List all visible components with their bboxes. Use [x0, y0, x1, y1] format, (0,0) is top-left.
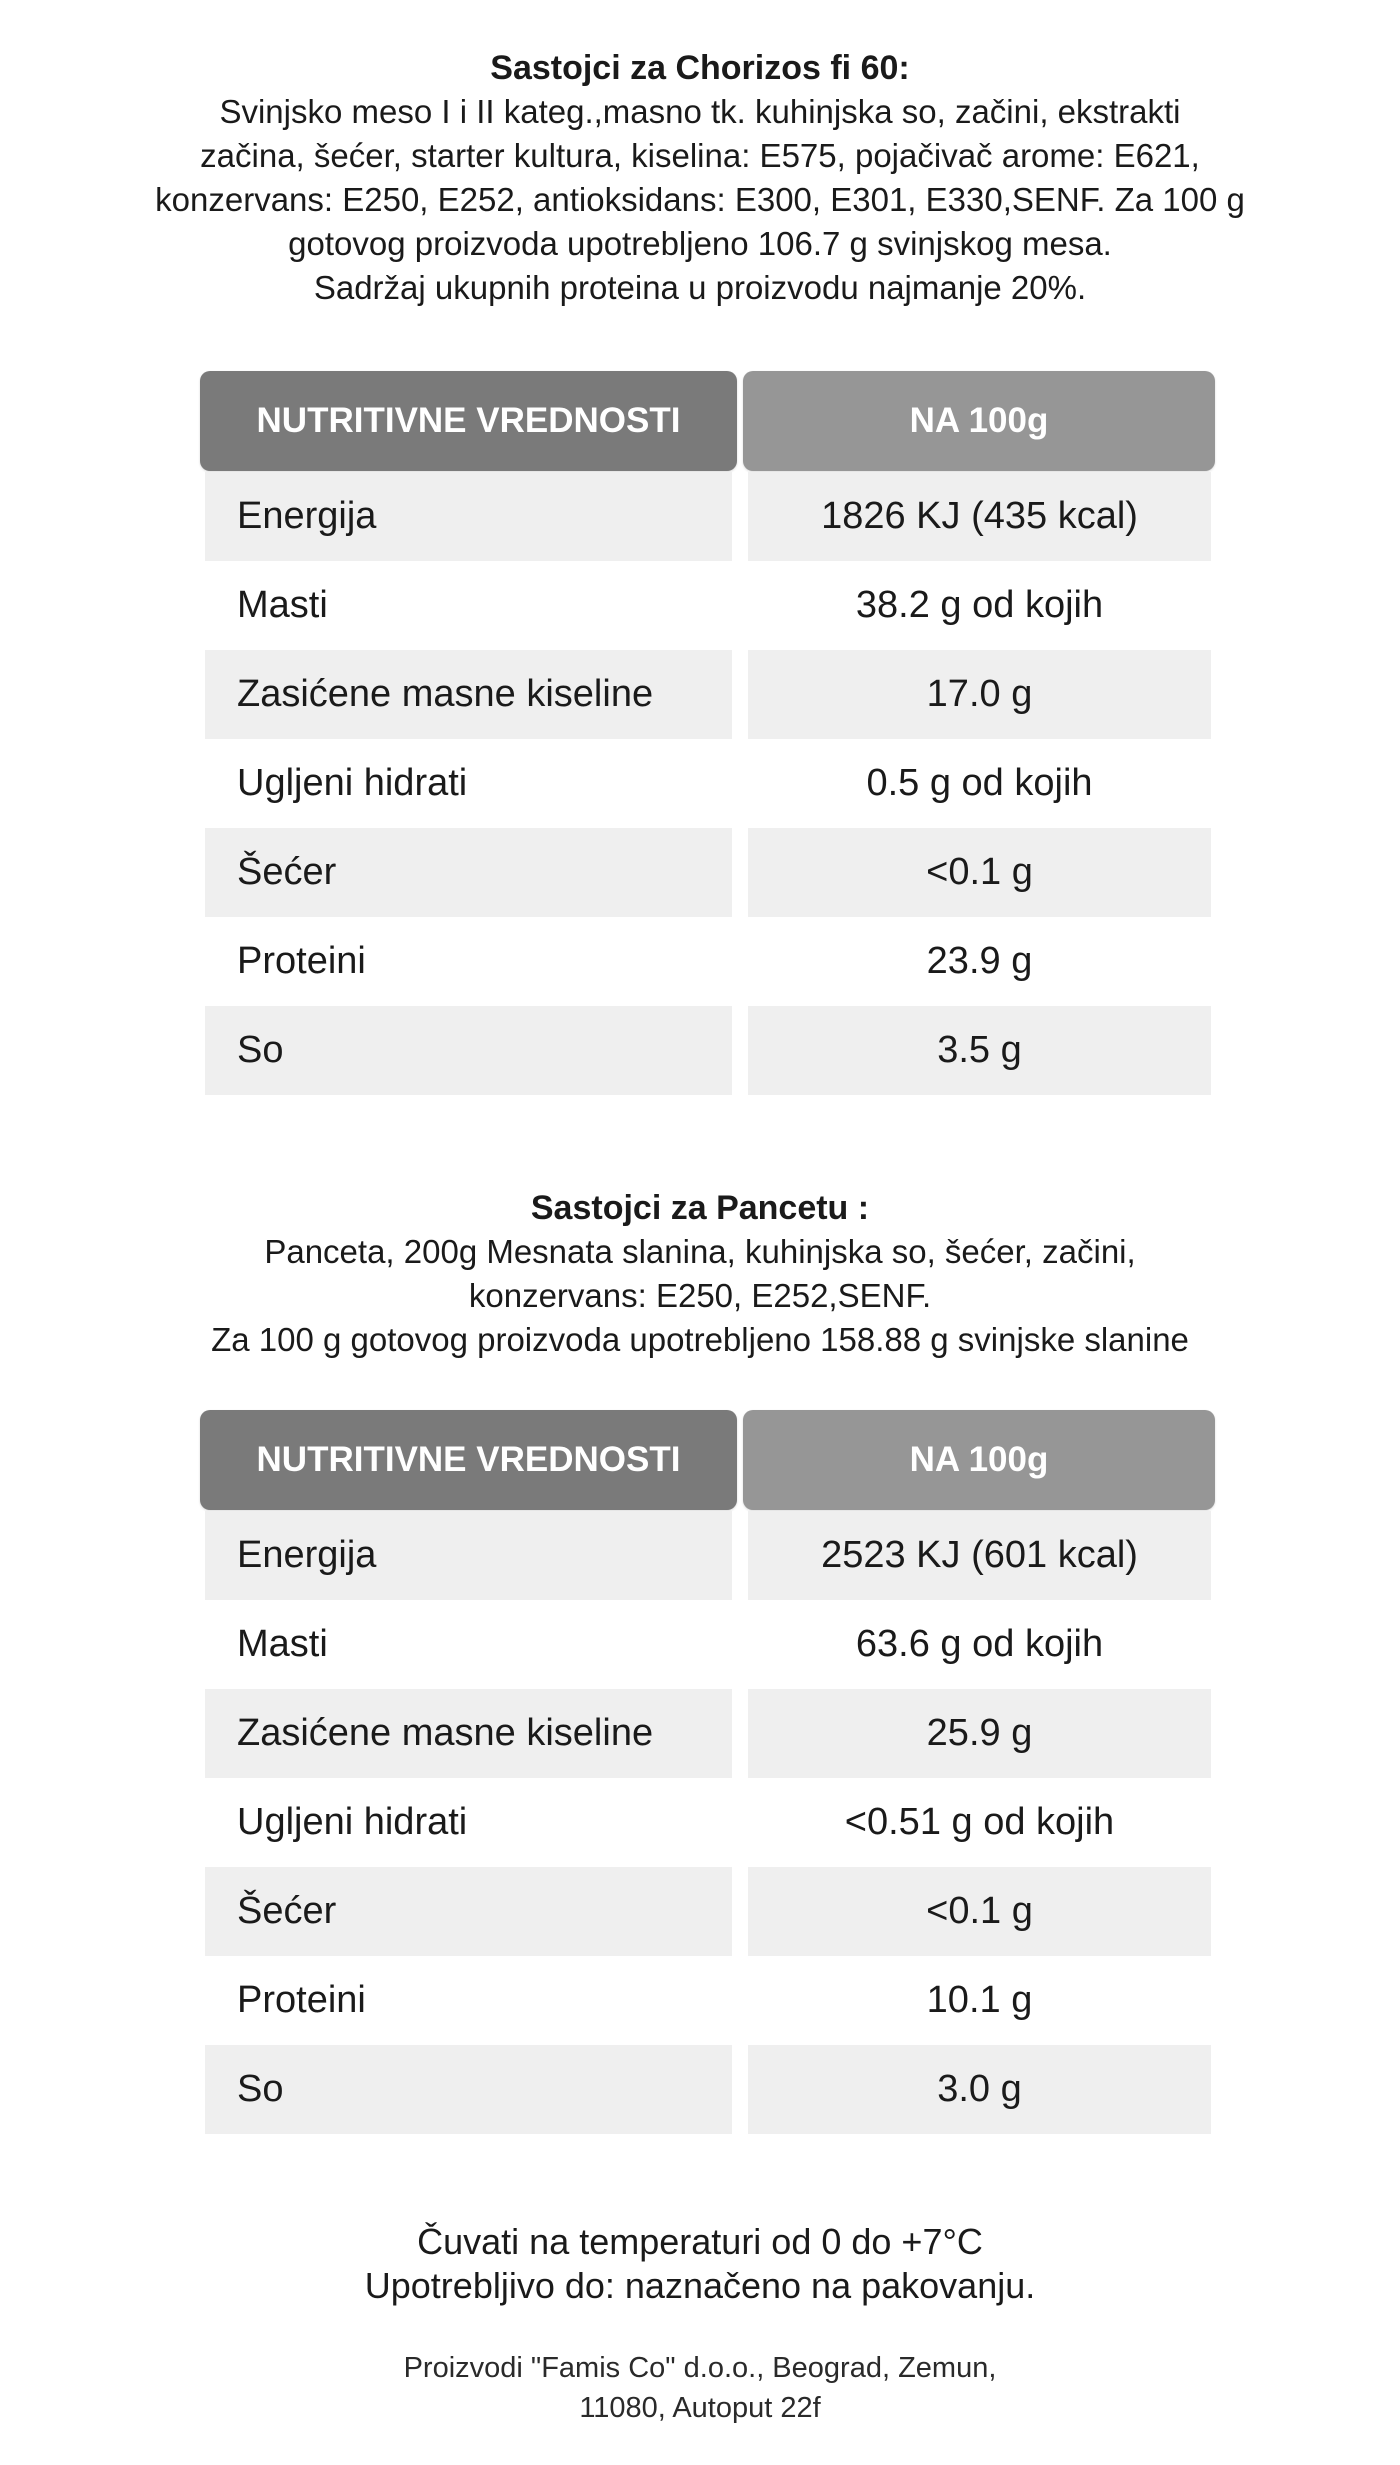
row-value: 1826 KJ (435 kcal)	[748, 472, 1211, 561]
header-per-100g: NA 100g	[743, 1410, 1215, 1510]
header-per-100g: NA 100g	[743, 371, 1215, 471]
table-row	[200, 1006, 1215, 1095]
ingredients-line: gotovog proizvoda upotrebljeno 106.7 g svinjskog mesa.	[288, 225, 1112, 262]
row-label: Ugljeni hidrati	[237, 762, 468, 804]
storage-info	[0, 2220, 1400, 2308]
ingredients-line: Sadržaj ukupnih proteina u proizvodu najmanje 20%.	[313, 269, 1087, 306]
table-header	[200, 1410, 1215, 1511]
best-before: Upotrebljivo do: naznačeno na pakovanju.	[364, 2265, 1036, 2306]
table-header	[200, 371, 1215, 472]
table-row	[200, 1689, 1215, 1778]
table-row	[200, 1867, 1215, 1956]
table-row	[200, 1956, 1215, 2045]
row-label: Masti	[237, 584, 328, 626]
table-row	[200, 828, 1215, 917]
ingredients-line: konzervans: E250, E252,SENF.	[468, 1277, 932, 1314]
row-value: 0.5 g od kojih	[866, 762, 1093, 804]
producer-info	[0, 2348, 1400, 2428]
ingredients-line: Svinjsko meso I i II kateg.,masno tk. kuhinjska so, začini, ekstrakti	[219, 93, 1181, 130]
table-row	[200, 1778, 1215, 1867]
table-row	[200, 561, 1215, 650]
row-label: Šećer	[205, 828, 732, 917]
row-value: 38.2 g od kojih	[855, 584, 1104, 626]
row-label: Masti	[237, 1623, 328, 1665]
row-label: So	[205, 2045, 732, 2134]
table-row	[200, 917, 1215, 1006]
table-row	[200, 1600, 1215, 1689]
row-label: Ugljeni hidrati	[237, 1801, 468, 1843]
producer-name: Proizvodi "Famis Co" d.o.o., Beograd, Zemun,	[403, 2352, 997, 2384]
ingredients-line: konzervans: E250, E252, antioksidans: E300, E301, E330,SENF. Za 100 g	[155, 181, 1245, 218]
table-row	[200, 739, 1215, 828]
row-label: Zasićene masne kiseline	[205, 1689, 732, 1778]
row-label: Šećer	[205, 1867, 732, 1956]
row-value: 3.5 g	[748, 1006, 1211, 1095]
row-value: 25.9 g	[748, 1689, 1211, 1778]
ingredients-line: Panceta, 200g Mesnata slanina, kuhinjska so, šećer, začini,	[264, 1233, 1136, 1270]
row-value: 2523 KJ (601 kcal)	[748, 1511, 1211, 1600]
row-value: 17.0 g	[748, 650, 1211, 739]
row-value: <0.51 g od kojih	[844, 1801, 1115, 1843]
header-nutritive-values: NUTRITIVNE VREDNOSTI	[200, 371, 737, 471]
ingredients-line: začina, šećer, starter kultura, kiselina: E575, pojačivač arome: E621,	[200, 137, 1200, 174]
row-value: 10.1 g	[926, 1979, 1033, 2021]
panceta-ingredients-title: Sastojci za Pancetu :	[530, 1189, 870, 1227]
panceta-nutrition-table	[200, 1410, 1215, 2134]
chorizos-nutrition-table	[200, 371, 1215, 1095]
producer-address: 11080, Autoput 22f	[579, 2392, 821, 2424]
storage-temperature: Čuvati na temperaturi od 0 do +7°C	[417, 2221, 983, 2262]
chorizos-ingredients-title: Sastojci za Chorizos fi 60:	[490, 49, 910, 87]
ingredients-line: Za 100 g gotovog proizvoda upotrebljeno 158.88 g svinjske slanine	[211, 1321, 1189, 1358]
panceta-ingredients	[0, 1186, 1400, 1362]
header-nutritive-values: NUTRITIVNE VREDNOSTI	[200, 1410, 737, 1510]
row-label: Energija	[205, 472, 732, 561]
row-value: <0.1 g	[748, 1867, 1211, 1956]
table-row	[200, 2045, 1215, 2134]
row-label: Proteini	[237, 1979, 366, 2021]
row-value: 3.0 g	[748, 2045, 1211, 2134]
row-label: Proteini	[237, 940, 366, 982]
row-label: Zasićene masne kiseline	[205, 650, 732, 739]
row-value: <0.1 g	[748, 828, 1211, 917]
chorizos-ingredients	[0, 46, 1400, 310]
row-value: 23.9 g	[926, 940, 1033, 982]
row-label: Energija	[205, 1511, 732, 1600]
table-row	[200, 650, 1215, 739]
table-row	[200, 1511, 1215, 1600]
table-row	[200, 472, 1215, 561]
row-label: So	[205, 1006, 732, 1095]
row-value: 63.6 g od kojih	[855, 1623, 1104, 1665]
